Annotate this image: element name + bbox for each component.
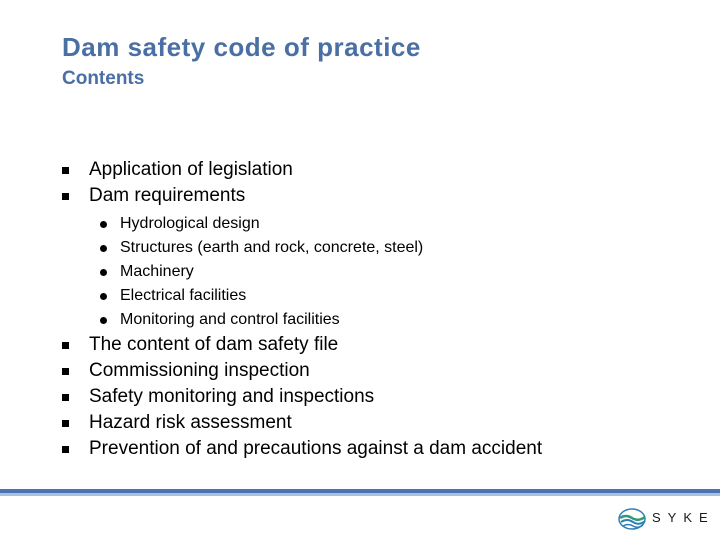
sublist-item-label: Electrical facilities xyxy=(120,287,247,304)
logo-text: SYKE xyxy=(652,510,715,525)
sublist-item xyxy=(62,236,682,260)
round-bullet-icon xyxy=(100,245,107,252)
list-item xyxy=(62,332,682,358)
round-bullet-icon xyxy=(100,221,107,228)
sublist-item xyxy=(62,260,682,284)
round-bullet-icon xyxy=(100,293,107,300)
list-item-label: Prevention of and precautions against a dam accident xyxy=(89,438,543,459)
list-item xyxy=(62,384,682,410)
list-item-label: Safety monitoring and inspections xyxy=(89,386,375,407)
round-bullet-icon xyxy=(100,317,107,324)
list-item xyxy=(62,436,682,462)
sublist-item-label: Hydrological design xyxy=(120,215,260,232)
square-bullet-icon xyxy=(62,446,69,453)
sublist-item xyxy=(62,308,682,332)
list-item xyxy=(62,157,682,183)
square-bullet-icon xyxy=(62,342,69,349)
square-bullet-icon xyxy=(62,193,69,200)
sublist-item-label: Machinery xyxy=(120,263,194,280)
sublist-item-label: Monitoring and control facilities xyxy=(120,311,340,328)
sublist-item xyxy=(62,284,682,308)
list-item-label: Commissioning inspection xyxy=(89,360,310,381)
square-bullet-icon xyxy=(62,368,69,375)
square-bullet-icon xyxy=(62,394,69,401)
list-item-label: Application of legislation xyxy=(89,159,293,180)
list-item xyxy=(62,183,682,209)
dam-requirements-sublist xyxy=(62,209,682,332)
square-bullet-icon xyxy=(62,167,69,174)
slide-subtitle: Contents xyxy=(62,68,145,89)
list-item xyxy=(62,410,682,436)
list-item-label: The content of dam safety file xyxy=(89,334,339,355)
square-bullet-icon xyxy=(62,420,69,427)
footer-bar-accent xyxy=(0,493,720,496)
round-bullet-icon xyxy=(100,269,107,276)
list-item xyxy=(62,358,682,384)
sublist-item xyxy=(62,212,682,236)
list-item-label: Hazard risk assessment xyxy=(89,412,292,433)
list-item-label: Dam requirements xyxy=(89,185,246,206)
slide-title: Dam safety code of practice xyxy=(62,32,421,62)
syke-logo xyxy=(618,505,713,531)
syke-wave-logo-icon xyxy=(618,505,648,531)
contents-list xyxy=(62,157,682,462)
sublist-item-label: Structures (earth and rock, concrete, steel) xyxy=(120,239,424,256)
